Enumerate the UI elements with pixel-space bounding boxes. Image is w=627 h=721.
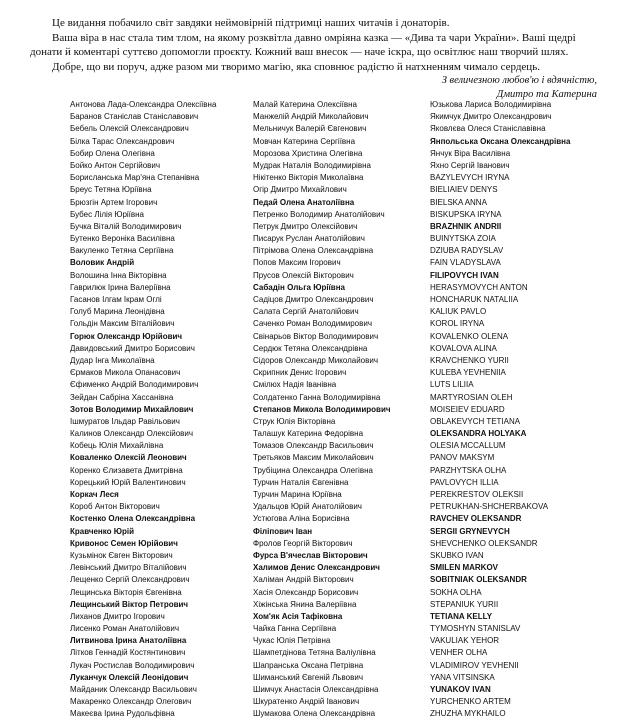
donor-name: Саченко Роман Володимирович	[253, 319, 372, 329]
donor-name: SOKHA OLHA	[430, 587, 482, 597]
donor-name: Лукач Ростислав Володимирович	[70, 660, 195, 670]
donor-name: Антонова Лада-Олександра Олексіївна	[70, 100, 217, 109]
donor-name: Кривонос Семен Юрійович	[70, 538, 178, 548]
donor-name: Бутенко Вероніка Василівна	[70, 234, 175, 244]
donor-name: VLADIMIROV YEVHENII	[430, 660, 519, 670]
donor-name: Горюк Олександр Юрійович	[70, 331, 183, 341]
donor-name: KULEBA YEVHENIIA	[430, 368, 506, 378]
donor-name: Кузьмінок Євген Вікторович	[70, 550, 173, 560]
donor-name: Педай Олена Анатоліївна	[253, 197, 355, 207]
donor-name: Литвинова Ірина Анатоліївна	[70, 636, 187, 646]
donor-name: SHEVCHENKO OLEKSANDR	[430, 538, 538, 548]
donor-name: Левінський Дмитро Віталійович	[70, 563, 187, 573]
donor-name: SMILEN MARKOV	[430, 563, 498, 573]
donor-name: Луканчук Олексій Леонідович	[70, 672, 189, 682]
donor-name: Корецький Юрій Валентинович	[70, 477, 186, 487]
donor-name: BAZYLEVYCH IRYNA	[430, 173, 510, 183]
donor-name: HERASYMOVYCH ANTON	[430, 282, 528, 292]
donor-name: Морозова Христина Олегівна	[253, 148, 363, 158]
donor-name: BUINYTSKA ZOIA	[430, 234, 496, 244]
donor-name: Бобир Олена Олегівна	[70, 148, 155, 158]
donor-name: Степанов Микола Володимирович	[253, 404, 391, 414]
donor-name: YURCHENKO ARTEM	[430, 697, 511, 707]
donor-name: KRAVCHENKO YURII	[430, 355, 509, 365]
donor-name: YANA VITSINSKA	[430, 672, 495, 682]
donor-name: Шапранська Оксана Петрівна	[253, 660, 364, 670]
donor-name: Бучка Віталій Володимирович	[70, 221, 182, 231]
donor-name: Коренко Єлизавета Дмитрівна	[70, 465, 183, 475]
donor-name: VENHER OLHA	[430, 648, 488, 658]
donor-name: Петренко Володимир Анатолійович	[253, 209, 385, 219]
donor-name: Зотов Володимир Михайлович	[70, 404, 194, 414]
donor-name: Шиманський Євгеній Львович	[253, 672, 363, 682]
donor-name: YUNAKOV IVAN	[430, 685, 491, 694]
donor-name: Солдатенко Ганна Володимирівна	[253, 392, 381, 402]
donor-name: Коваленко Олексій Леонович	[70, 453, 187, 463]
donor-name: Фурса В'ячеслав Вікторович	[253, 550, 368, 560]
donor-name: BISKUPSKA IRYNA	[430, 209, 502, 219]
donor-name: Лиханов Дмитро Ігорович	[70, 611, 165, 621]
donor-name: Калинов Олександр Олексійович	[70, 429, 194, 439]
donor-name: Сідоров Олександр Миколайович	[253, 355, 379, 365]
donor-name: OBLAKEVYCH TETIANA	[430, 416, 521, 426]
donor-name: Мудрак Наталія Володимирівна	[253, 160, 371, 170]
donor-name: SERGII GRYNEVYCH	[430, 526, 510, 536]
donor-name: Макеєва Ірина Рудольфівна	[70, 709, 175, 719]
donor-name: Коркач Леся	[70, 490, 119, 499]
donor-name: OLESIA MCCALLUM	[430, 441, 506, 451]
donor-name: Давидовський Дмитро Борисович	[70, 343, 195, 353]
donor-name: Волошина Інна Вікторівна	[70, 270, 167, 280]
donor-name: Удальцов Юрій Анатолійович	[253, 502, 362, 512]
donor-name: Устюгова Аліна Борисівна	[253, 514, 350, 524]
donor-name: Фролов Георгій Вікторович	[253, 538, 353, 548]
donor-name: Вакуленко Тетяна Сергіївна	[70, 246, 174, 256]
donor-name: PETRUKHAN-SHCHERBAKOVA	[430, 502, 549, 512]
donor-name: Якимчук Дмитро Олександрович	[430, 112, 552, 122]
donor-name: Гольдін Максим Віталійович	[70, 319, 175, 329]
donor-name: Халимов Денис Олександрович	[253, 563, 380, 573]
donor-name: Ішмуратов Ільдар Равільович	[70, 416, 180, 426]
donor-name: Хасія Олександр Борисович	[253, 587, 359, 597]
donor-name: Писарук Руслан Анатолійович	[253, 234, 365, 244]
signature-names: Дмитро та Катерина	[496, 88, 597, 100]
donor-name: Голуб Марина Леонідівна	[70, 307, 165, 317]
donor-name: Єфименко Андрій Володимирович	[70, 380, 199, 390]
donor-name: Салата Сергій Анатолійович	[253, 307, 359, 317]
donor-name: Свінарьов Віктор Володимирович	[253, 331, 379, 341]
donor-name: PEREKRESTOV OLEKSII	[430, 490, 524, 499]
donor-name: Сабадін Ольга Юріївна	[253, 282, 345, 292]
donor-name: Малай Катерина Олексіївна	[253, 100, 357, 109]
donor-name: HONCHARUK NATALIIA	[430, 295, 519, 304]
donor-name: Прусов Олексій Вікторович	[253, 270, 354, 280]
donor-name: Шампетдінова Тетяна Валіулівна	[253, 648, 376, 658]
donor-name: Смілюх Надія Іванівна	[253, 380, 337, 390]
donor-name: Шумакова Олена Олександрівна	[253, 709, 376, 719]
donor-name: BIELSKA ANNA	[430, 197, 487, 207]
donor-name: Бубес Лілія Юріївна	[70, 209, 145, 219]
donor-name: Шкуратенко Андрій Іванович	[253, 697, 360, 707]
donor-name: Огір Дмитро Михайлович	[253, 185, 347, 195]
donor-name: Халіман Андрій Вікторович	[253, 575, 354, 585]
donor-name: Талашук Катерина Федорівна	[253, 429, 364, 439]
donor-name: PAVLOVYCH ILLIA	[430, 477, 499, 487]
donor-name: Борисланська Мар'яна Степанівна	[70, 173, 200, 183]
donor-name: PARZHYTSKA OLHA	[430, 465, 507, 475]
donor-name: Майданик Олександр Васильович	[70, 685, 197, 694]
donor-name: KALIUK PAVLO	[430, 307, 487, 317]
donor-name: Турчин Марина Юріївна	[253, 490, 342, 499]
donor-name: Філіпович Іван	[253, 526, 313, 536]
donor-name: SKUBKO IVAN	[430, 550, 484, 560]
donor-name: Яковлєва Олеся Станіславівна	[430, 124, 546, 134]
donor-name: Яхно Сергій Іванович	[430, 160, 510, 170]
donor-name: OLEKSANDRA HOLYAKA	[430, 429, 527, 439]
donor-name: Кобець Юлія Михайлівна	[70, 441, 164, 451]
donor-name: KOVALOVA ALINA	[430, 343, 497, 353]
donor-name: Садіцов Дмитро Олександрович	[253, 295, 374, 304]
donor-name: Томазов Олександр Васильович	[253, 441, 374, 451]
donor-name: Янчук Віра Василівна	[430, 148, 511, 158]
donor-name: Білка Тарас Олександрович	[70, 136, 175, 146]
donor-name: Макаренко Олександр Олегович	[70, 697, 192, 707]
donor-name: Манжелій Андрій Миколайович	[253, 112, 369, 122]
donor-name: Бебель Олексій Олександрович	[70, 124, 189, 134]
donor-name: Лисенко Роман Анатолійович	[70, 624, 179, 634]
donor-name: Лещинська Вікторія Євгенівна	[70, 587, 182, 597]
donor-name: PANOV MAKSYM	[430, 453, 495, 463]
donor-name: Чайка Ганна Сергіївна	[253, 624, 337, 634]
donor-name: DZIUBA RADYSLAV	[430, 246, 504, 256]
donor-name: Хіжінська Янина Валеріївна	[253, 599, 357, 609]
donor-name: Гаврилюк Ірина Валеріївна	[70, 282, 171, 292]
donor-name: Бреус Тетяна Юріївна	[70, 185, 152, 195]
donor-name: VAKULIAK YEHOR	[430, 636, 500, 646]
donor-name: Літков Геннадій Костянтинович	[70, 648, 186, 658]
donor-name: Сердюк Тетяна Олександрівна	[253, 343, 368, 353]
donor-name: Нікітенко Вікторія Миколаївна	[253, 173, 364, 183]
donor-name: FILIPOVYCH IVAN	[430, 270, 499, 280]
donor-name: Струк Юлія Вікторівна	[253, 416, 336, 426]
donor-name: Зейдан Сабріна Хассанівна	[70, 392, 174, 402]
intro-text	[30, 16, 600, 74]
donor-name: STEPANIUK YURII	[430, 599, 499, 609]
donor-name: Мельничук Валерій Євгенович	[253, 124, 367, 134]
donor-name: Пітрімова Олена Олександрівна	[253, 246, 374, 256]
donor-name: Воловик Андрій	[70, 258, 135, 268]
signature-line: З величезною любов'ю і вдячністю,	[441, 75, 597, 86]
donor-column-3	[430, 99, 570, 721]
donor-name: MARTYROSIAN OLEH	[430, 392, 513, 402]
donor-name: Лещинський Віктор Петрович	[70, 599, 189, 609]
donor-name: Єрмаков Микола Опанасович	[70, 368, 181, 378]
donor-name: Янпольська Оксана Олександрівна	[430, 136, 571, 146]
donor-name: Дудар Інга Миколаївна	[70, 355, 155, 365]
donor-name: KOVALENKO OLENA	[430, 331, 509, 341]
donor-name: Баранов Станіслав Станіславович	[70, 112, 199, 122]
donor-name: Трубіцина Олександра Олегівна	[253, 465, 373, 475]
donor-name: Шимчук Анастасія Олександрівна	[253, 685, 379, 694]
donor-name: RAVCHEV OLEKSANDR	[430, 514, 522, 524]
donor-name: Скрипник Денис Ігорович	[253, 368, 347, 378]
donor-name: SOBITNIAK OLEKSANDR	[430, 575, 527, 585]
donor-name: Турчин Наталія Євгенівна	[253, 477, 349, 487]
donor-name: Мовчан Катерина Сергіївна	[253, 136, 356, 146]
donor-name: Кравченко Юрій	[70, 526, 135, 536]
donor-name: Костенко Олена Олександрівна	[70, 514, 196, 524]
donor-name: Гасанов Ілгам Ікрам Оглі	[70, 295, 162, 304]
intro-paragraph: Добре, що ви поруч, адже разом ми творимо магію, яка сповнює радістю й натхненням чимало сердець.	[52, 60, 540, 73]
donor-name: BIELIAIEV DENYS	[430, 185, 498, 195]
donor-name: TYMOSHYN STANISLAV	[430, 624, 521, 634]
signature	[297, 74, 597, 101]
intro-paragraph: Це видання побачило світ завдяки неймовірній підтримці наших читачів і донаторів.	[52, 17, 450, 29]
donor-name: KOROL IRYNA	[430, 319, 485, 329]
donor-name: ZHUZHA MYKHAILO	[430, 709, 506, 719]
donor-name: Юзькова Лариса Володимирівна	[430, 100, 552, 109]
donor-name: Попов Максим Ігорович	[253, 258, 341, 268]
donor-name: Чукас Юлія Петрівна	[253, 636, 331, 646]
donor-column-2	[253, 99, 391, 721]
donor-name: Петрук Дмитро Олексійович	[253, 221, 358, 231]
donor-name: Третьяков Максим Миколайович	[253, 453, 374, 463]
donor-name: FAIN VLADYSLAVA	[430, 258, 501, 268]
donor-name: Лещенко Сергій Олександрович	[70, 575, 190, 585]
donor-name: Брюзгін Артем Ігорович	[70, 197, 158, 207]
donor-name: BRAZHNIK ANDRII	[430, 221, 502, 231]
donor-name: Хом'як Асія Тафіковна	[253, 611, 343, 621]
donor-column-1	[70, 99, 216, 721]
donor-name: Бойко Антон Сергійович	[70, 160, 161, 170]
intro-paragraph: Ваша віра в нас стала тим тлом, на якому розквітла давно омріяна казка — «Дива та чари України». Ваші щедрі донати й коментарі суттєво допомогли проєкту. Кожний ваш внесок — наче іскра, що освітлює наш творчий шлях.	[30, 31, 576, 58]
donor-name: MOISEIEV EDUARD	[430, 404, 505, 414]
donor-name: Короб Антон Вікторович	[70, 502, 160, 512]
donor-name: TETIANA KELLY	[430, 611, 493, 621]
donor-name: LUTS LILIIA	[430, 380, 474, 390]
